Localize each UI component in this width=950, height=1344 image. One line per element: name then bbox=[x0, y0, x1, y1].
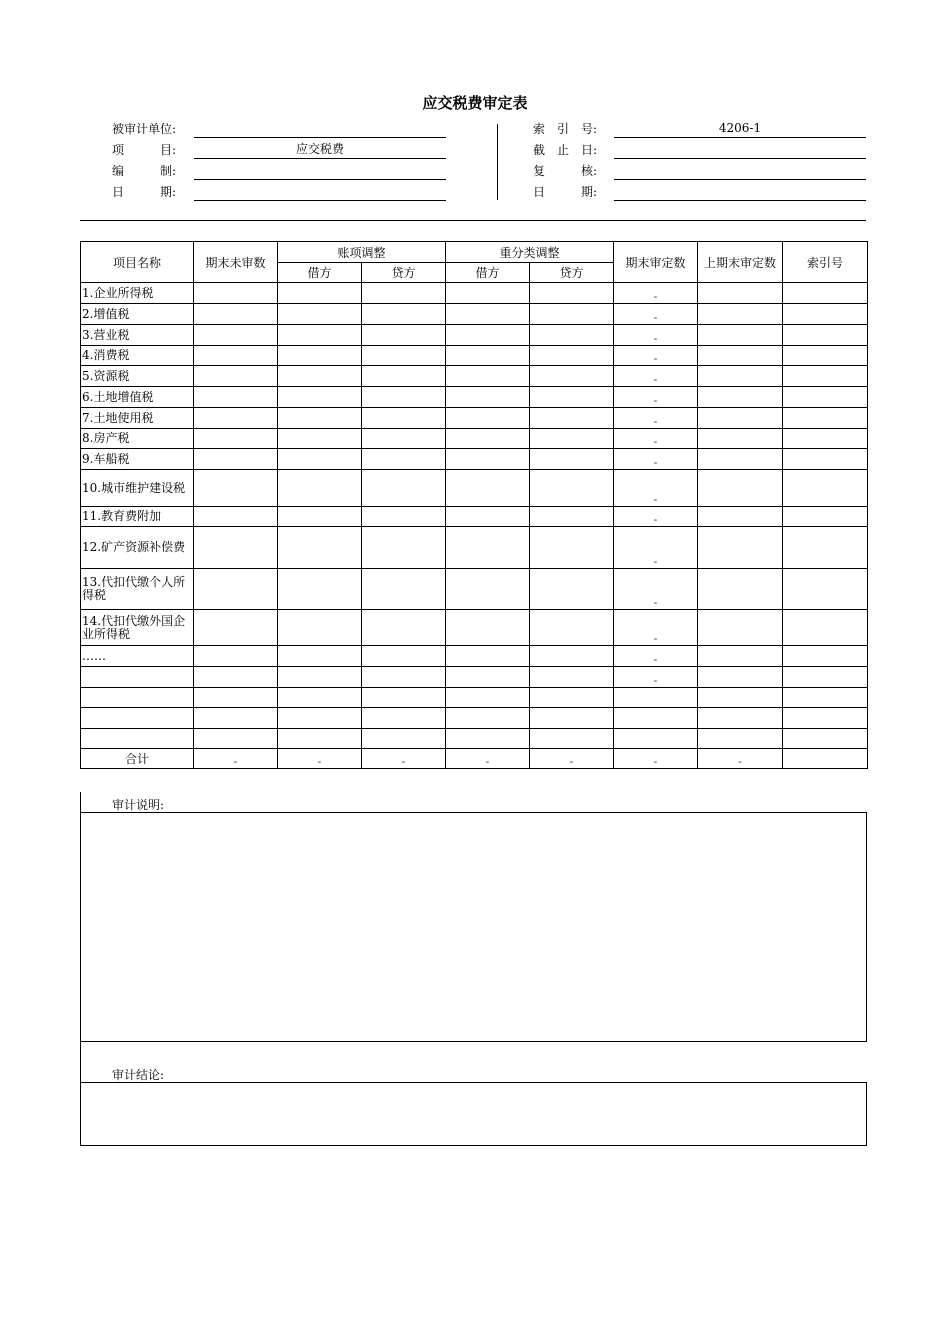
row-acct-credit[interactable] bbox=[362, 646, 446, 667]
row-reclass-credit[interactable] bbox=[530, 708, 614, 729]
row-item-name: 7.土地使用税 bbox=[81, 408, 194, 429]
row-unaudited[interactable] bbox=[194, 708, 278, 729]
table-row bbox=[81, 708, 868, 729]
row-index[interactable] bbox=[783, 729, 868, 749]
row-unaudited[interactable] bbox=[194, 408, 278, 429]
row-acct-debit[interactable] bbox=[278, 569, 362, 610]
row-reclass-credit[interactable] bbox=[530, 346, 614, 366]
row-unaudited[interactable] bbox=[194, 304, 278, 325]
row-reclass-debit[interactable] bbox=[446, 408, 530, 429]
tax-audit-table bbox=[80, 241, 868, 769]
row-audited[interactable]: - bbox=[614, 569, 698, 610]
col-header-prev-audited: 上期末审定数 bbox=[698, 242, 783, 283]
row-audited[interactable]: - bbox=[614, 408, 698, 429]
row-audited[interactable]: - bbox=[614, 346, 698, 366]
row-acct-credit[interactable] bbox=[362, 470, 446, 507]
row-acct-debit[interactable] bbox=[278, 283, 362, 304]
header-label: 日 期: bbox=[533, 185, 598, 199]
header-value[interactable]: 应交税费 bbox=[194, 141, 446, 159]
row-acct-debit[interactable] bbox=[278, 304, 362, 325]
row-index[interactable] bbox=[783, 366, 868, 387]
row-reclass-debit[interactable] bbox=[446, 667, 530, 688]
total-acct-debit: - bbox=[278, 749, 362, 769]
table-row bbox=[81, 729, 868, 749]
row-acct-credit[interactable] bbox=[362, 387, 446, 408]
row-acct-debit[interactable] bbox=[278, 325, 362, 346]
row-acct-credit[interactable] bbox=[362, 610, 446, 646]
row-item-name: …… bbox=[81, 646, 194, 667]
row-index[interactable] bbox=[783, 470, 868, 507]
row-reclass-credit[interactable] bbox=[530, 729, 614, 749]
table-row bbox=[81, 346, 868, 366]
row-acct-credit[interactable] bbox=[362, 708, 446, 729]
row-audited[interactable]: - bbox=[614, 527, 698, 569]
row-index[interactable] bbox=[783, 449, 868, 470]
row-unaudited[interactable] bbox=[194, 688, 278, 708]
row-reclass-credit[interactable] bbox=[530, 429, 614, 449]
row-reclass-credit[interactable] bbox=[530, 325, 614, 346]
audit-notes-box[interactable] bbox=[80, 812, 867, 1042]
row-item-name: 10.城市维护建设税 bbox=[81, 470, 194, 507]
row-audited[interactable] bbox=[614, 708, 698, 729]
row-item-name: 12.矿产资源补偿费 bbox=[81, 527, 194, 569]
row-acct-credit[interactable] bbox=[362, 304, 446, 325]
row-reclass-debit[interactable] bbox=[446, 366, 530, 387]
row-index[interactable] bbox=[783, 346, 868, 366]
row-index[interactable] bbox=[783, 569, 868, 610]
row-reclass-debit[interactable] bbox=[446, 387, 530, 408]
col-header-index: 索引号 bbox=[783, 242, 868, 283]
header-label: 日 期: bbox=[112, 185, 177, 199]
table-row bbox=[81, 325, 868, 346]
row-acct-debit[interactable] bbox=[278, 408, 362, 429]
row-prev-audited[interactable] bbox=[698, 507, 783, 527]
total-acct-credit: - bbox=[362, 749, 446, 769]
header-prep-date bbox=[112, 183, 446, 201]
row-acct-credit[interactable] bbox=[362, 688, 446, 708]
row-audited[interactable] bbox=[614, 729, 698, 749]
row-index[interactable] bbox=[783, 507, 868, 527]
row-acct-debit[interactable] bbox=[278, 470, 362, 507]
table-row bbox=[81, 408, 868, 429]
row-reclass-credit[interactable] bbox=[530, 304, 614, 325]
header-label: 截 止 日: bbox=[533, 143, 598, 157]
row-unaudited[interactable] bbox=[194, 449, 278, 470]
row-prev-audited[interactable] bbox=[698, 688, 783, 708]
header-value[interactable] bbox=[194, 120, 446, 138]
row-prev-audited[interactable] bbox=[698, 429, 783, 449]
col-header-reclass-credit: 贷方 bbox=[530, 263, 614, 283]
audit-conclusion-label: 审计结论: bbox=[112, 1068, 165, 1082]
total-unaudited: - bbox=[194, 749, 278, 769]
row-unaudited[interactable] bbox=[194, 610, 278, 646]
total-audited: - bbox=[614, 749, 698, 769]
header-value[interactable] bbox=[614, 162, 866, 180]
row-audited[interactable]: - bbox=[614, 470, 698, 507]
header-label: 项 目: bbox=[112, 143, 177, 157]
row-prev-audited[interactable] bbox=[698, 325, 783, 346]
row-acct-credit[interactable] bbox=[362, 429, 446, 449]
row-acct-credit[interactable] bbox=[362, 325, 446, 346]
row-reclass-credit[interactable] bbox=[530, 646, 614, 667]
row-acct-debit[interactable] bbox=[278, 429, 362, 449]
header-label: 索 引 号: bbox=[533, 122, 598, 136]
total-index bbox=[783, 749, 868, 769]
row-reclass-credit[interactable] bbox=[530, 569, 614, 610]
row-audited[interactable]: - bbox=[614, 449, 698, 470]
header-value[interactable] bbox=[614, 183, 866, 201]
row-prev-audited[interactable] bbox=[698, 610, 783, 646]
table-row bbox=[81, 304, 868, 325]
row-audited[interactable]: - bbox=[614, 610, 698, 646]
table-row bbox=[81, 283, 868, 304]
row-acct-credit[interactable] bbox=[362, 729, 446, 749]
row-audited[interactable]: - bbox=[614, 387, 698, 408]
row-unaudited[interactable] bbox=[194, 569, 278, 610]
page-title: 应交税费审定表 bbox=[422, 94, 528, 112]
row-index[interactable] bbox=[783, 610, 868, 646]
row-reclass-debit[interactable] bbox=[446, 470, 530, 507]
row-unaudited[interactable] bbox=[194, 325, 278, 346]
row-acct-debit[interactable] bbox=[278, 346, 362, 366]
row-reclass-credit[interactable] bbox=[530, 688, 614, 708]
notes-left-rule bbox=[80, 792, 81, 813]
header-label: 复 核: bbox=[533, 164, 598, 178]
row-reclass-debit[interactable] bbox=[446, 429, 530, 449]
row-reclass-debit[interactable] bbox=[446, 688, 530, 708]
header-cutoff-date bbox=[533, 141, 866, 159]
row-item-name bbox=[81, 667, 194, 688]
row-index[interactable] bbox=[783, 408, 868, 429]
row-acct-credit[interactable] bbox=[362, 366, 446, 387]
header-label: 编 制: bbox=[112, 164, 177, 178]
header-value[interactable] bbox=[194, 162, 446, 180]
row-reclass-credit[interactable] bbox=[530, 470, 614, 507]
header-preparer bbox=[112, 162, 446, 180]
row-acct-debit[interactable] bbox=[278, 729, 362, 749]
row-reclass-debit[interactable] bbox=[446, 346, 530, 366]
row-prev-audited[interactable] bbox=[698, 527, 783, 569]
header-index-no bbox=[533, 120, 866, 138]
col-header-unaudited: 期末未审数 bbox=[194, 242, 278, 283]
total-label: 合计 bbox=[81, 749, 194, 769]
row-unaudited[interactable] bbox=[194, 729, 278, 749]
row-acct-credit[interactable] bbox=[362, 283, 446, 304]
header-audited-unit bbox=[112, 120, 446, 138]
row-acct-credit[interactable] bbox=[362, 507, 446, 527]
table-row bbox=[81, 429, 868, 449]
row-prev-audited[interactable] bbox=[698, 646, 783, 667]
row-item-name: 11.教育费附加 bbox=[81, 507, 194, 527]
row-reclass-debit[interactable] bbox=[446, 283, 530, 304]
row-index[interactable] bbox=[783, 527, 868, 569]
row-prev-audited[interactable] bbox=[698, 569, 783, 610]
table-row bbox=[81, 366, 868, 387]
row-acct-debit[interactable] bbox=[278, 527, 362, 569]
row-audited[interactable] bbox=[614, 688, 698, 708]
table-row bbox=[81, 688, 868, 708]
row-acct-debit[interactable] bbox=[278, 507, 362, 527]
conclusion-left-rule bbox=[80, 1041, 81, 1083]
total-prev-audited: - bbox=[698, 749, 783, 769]
row-acct-debit[interactable] bbox=[278, 610, 362, 646]
header-project bbox=[112, 141, 446, 159]
total-reclass-credit: - bbox=[530, 749, 614, 769]
row-acct-debit[interactable] bbox=[278, 646, 362, 667]
table-row bbox=[81, 527, 868, 569]
header-rule bbox=[80, 220, 866, 221]
row-unaudited[interactable] bbox=[194, 527, 278, 569]
row-acct-debit[interactable] bbox=[278, 667, 362, 688]
row-index[interactable] bbox=[783, 387, 868, 408]
total-row bbox=[81, 749, 868, 769]
col-header-audited: 期末审定数 bbox=[614, 242, 698, 283]
header-reviewer bbox=[533, 162, 866, 180]
col-header-acct-debit: 借方 bbox=[278, 263, 362, 283]
row-reclass-credit[interactable] bbox=[530, 507, 614, 527]
row-unaudited[interactable] bbox=[194, 667, 278, 688]
row-acct-debit[interactable] bbox=[278, 688, 362, 708]
row-prev-audited[interactable] bbox=[698, 729, 783, 749]
table-row bbox=[81, 646, 868, 667]
row-acct-credit[interactable] bbox=[362, 527, 446, 569]
row-item-name: 13.代扣代缴个人所得税 bbox=[81, 569, 194, 610]
row-reclass-debit[interactable] bbox=[446, 527, 530, 569]
row-audited[interactable]: - bbox=[614, 646, 698, 667]
row-acct-debit[interactable] bbox=[278, 449, 362, 470]
row-index[interactable] bbox=[783, 646, 868, 667]
col-header-acct-credit: 贷方 bbox=[362, 263, 446, 283]
row-acct-debit[interactable] bbox=[278, 708, 362, 729]
row-reclass-debit[interactable] bbox=[446, 569, 530, 610]
row-prev-audited[interactable] bbox=[698, 346, 783, 366]
row-reclass-debit[interactable] bbox=[446, 646, 530, 667]
header-value[interactable]: 4206-1 bbox=[614, 120, 866, 138]
row-unaudited[interactable] bbox=[194, 507, 278, 527]
header-value[interactable] bbox=[194, 183, 446, 201]
row-acct-credit[interactable] bbox=[362, 449, 446, 470]
row-item-name bbox=[81, 729, 194, 749]
row-audited[interactable]: - bbox=[614, 325, 698, 346]
row-unaudited[interactable] bbox=[194, 366, 278, 387]
col-header-account-adjustment: 账项调整 bbox=[278, 242, 446, 263]
row-audited[interactable]: - bbox=[614, 366, 698, 387]
row-acct-debit[interactable] bbox=[278, 387, 362, 408]
table-row bbox=[81, 449, 868, 470]
table-row bbox=[81, 387, 868, 408]
row-item-name: 14.代扣代缴外国企业所得税 bbox=[81, 610, 194, 646]
row-audited[interactable]: - bbox=[614, 507, 698, 527]
row-reclass-debit[interactable] bbox=[446, 610, 530, 646]
row-index[interactable] bbox=[783, 667, 868, 688]
table-row bbox=[81, 610, 868, 646]
table-row bbox=[81, 470, 868, 507]
row-prev-audited[interactable] bbox=[698, 667, 783, 688]
audit-notes-label: 审计说明: bbox=[112, 798, 165, 812]
row-item-name: 2.增值税 bbox=[81, 304, 194, 325]
row-prev-audited[interactable] bbox=[698, 470, 783, 507]
row-unaudited[interactable] bbox=[194, 346, 278, 366]
row-reclass-debit[interactable] bbox=[446, 449, 530, 470]
row-prev-audited[interactable] bbox=[698, 708, 783, 729]
row-index[interactable] bbox=[783, 283, 868, 304]
row-prev-audited[interactable] bbox=[698, 304, 783, 325]
row-acct-credit[interactable] bbox=[362, 667, 446, 688]
row-prev-audited[interactable] bbox=[698, 283, 783, 304]
row-reclass-credit[interactable] bbox=[530, 366, 614, 387]
row-item-name bbox=[81, 708, 194, 729]
row-acct-credit[interactable] bbox=[362, 408, 446, 429]
row-reclass-debit[interactable] bbox=[446, 304, 530, 325]
table-row bbox=[81, 507, 868, 527]
row-audited[interactable]: - bbox=[614, 283, 698, 304]
row-prev-audited[interactable] bbox=[698, 366, 783, 387]
row-acct-credit[interactable] bbox=[362, 346, 446, 366]
row-reclass-debit[interactable] bbox=[446, 729, 530, 749]
row-reclass-credit[interactable] bbox=[530, 408, 614, 429]
row-item-name: 4.消费税 bbox=[81, 346, 194, 366]
row-reclass-credit[interactable] bbox=[530, 610, 614, 646]
table-row bbox=[81, 667, 868, 688]
row-audited[interactable]: - bbox=[614, 429, 698, 449]
row-item-name: 1.企业所得税 bbox=[81, 283, 194, 304]
row-reclass-credit[interactable] bbox=[530, 449, 614, 470]
row-reclass-credit[interactable] bbox=[530, 387, 614, 408]
row-prev-audited[interactable] bbox=[698, 408, 783, 429]
row-index[interactable] bbox=[783, 708, 868, 729]
header-label: 被审计单位: bbox=[112, 122, 177, 136]
row-unaudited[interactable] bbox=[194, 470, 278, 507]
row-item-name: 3.营业税 bbox=[81, 325, 194, 346]
row-item-name: 6.土地增值税 bbox=[81, 387, 194, 408]
row-acct-credit[interactable] bbox=[362, 569, 446, 610]
row-unaudited[interactable] bbox=[194, 646, 278, 667]
row-prev-audited[interactable] bbox=[698, 387, 783, 408]
row-reclass-credit[interactable] bbox=[530, 527, 614, 569]
row-item-name bbox=[81, 688, 194, 708]
row-reclass-debit[interactable] bbox=[446, 325, 530, 346]
audit-conclusion-box[interactable] bbox=[80, 1082, 867, 1146]
row-audited[interactable]: - bbox=[614, 304, 698, 325]
col-header-item: 项目名称 bbox=[81, 242, 194, 283]
row-item-name: 9.车船税 bbox=[81, 449, 194, 470]
row-reclass-debit[interactable] bbox=[446, 507, 530, 527]
row-acct-debit[interactable] bbox=[278, 366, 362, 387]
col-header-reclass-adjustment: 重分类调整 bbox=[446, 242, 614, 263]
row-index[interactable] bbox=[783, 304, 868, 325]
row-reclass-credit[interactable] bbox=[530, 667, 614, 688]
row-unaudited[interactable] bbox=[194, 283, 278, 304]
header-divider bbox=[497, 124, 498, 200]
row-index[interactable] bbox=[783, 688, 868, 708]
row-audited[interactable]: - bbox=[614, 667, 698, 688]
row-unaudited[interactable] bbox=[194, 387, 278, 408]
table-row bbox=[81, 569, 868, 610]
row-item-name: 8.房产税 bbox=[81, 429, 194, 449]
header-review-date bbox=[533, 183, 866, 201]
col-header-reclass-debit: 借方 bbox=[446, 263, 530, 283]
total-reclass-debit: - bbox=[446, 749, 530, 769]
row-reclass-credit[interactable] bbox=[530, 283, 614, 304]
row-reclass-debit[interactable] bbox=[446, 708, 530, 729]
row-index[interactable] bbox=[783, 325, 868, 346]
row-prev-audited[interactable] bbox=[698, 449, 783, 470]
row-unaudited[interactable] bbox=[194, 429, 278, 449]
header-value[interactable] bbox=[614, 141, 866, 159]
row-index[interactable] bbox=[783, 429, 868, 449]
row-item-name: 5.资源税 bbox=[81, 366, 194, 387]
